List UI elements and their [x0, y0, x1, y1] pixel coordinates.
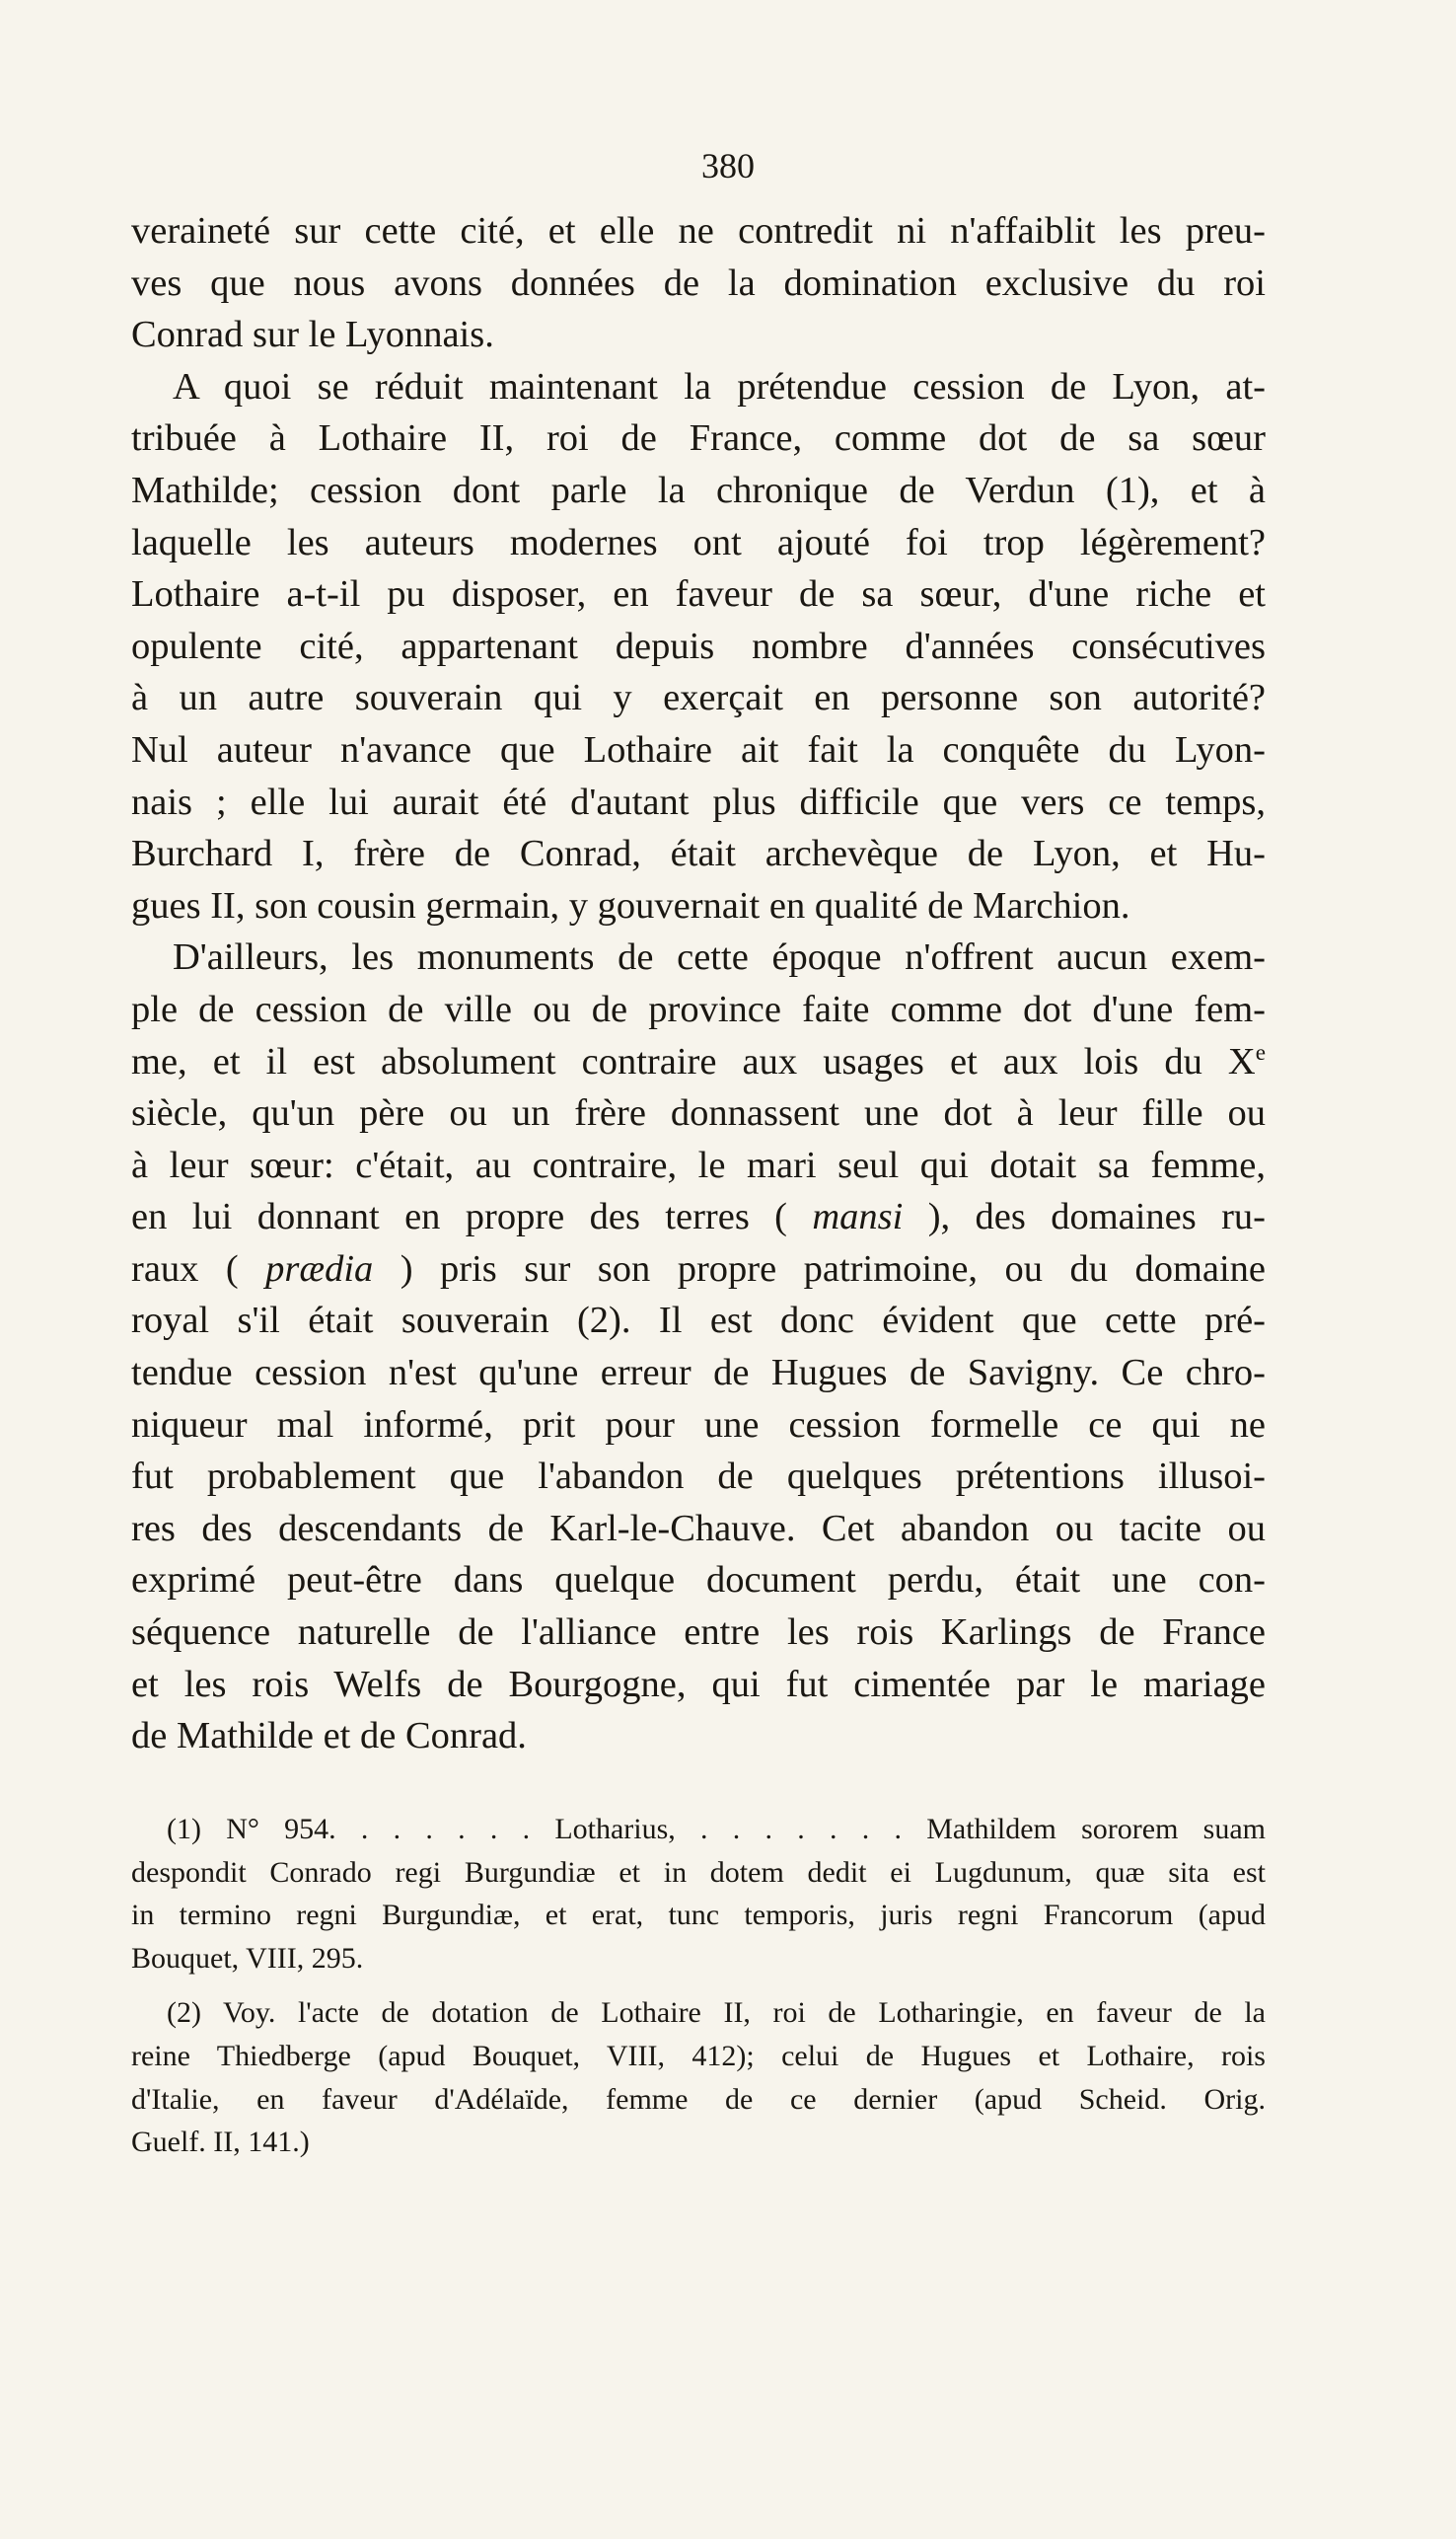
- text-line: et les rois Welfs de Bourgogne, qui fut cimentée par le mariage: [131, 1663, 1266, 1705]
- text-line: séquence naturelle de l'alliance entre les rois Karlings de France: [131, 1611, 1266, 1654]
- footnote-line: despondit Conrado regi Burgundiæ et in dotem dedit ei Lugdunum, quæ sita est: [131, 1855, 1266, 1889]
- text-line: Nul auteur n'avance que Lothaire ait fait la conquête du Lyon-: [131, 728, 1266, 771]
- footnote-line: d'Italie, en faveur d'Adélaïde, femme de ce dernier (apud Scheid. Orig.: [131, 2082, 1266, 2116]
- text-line: Lothaire a-t-il pu disposer, en faveur de sa sœur, d'une riche et: [131, 573, 1266, 616]
- footnote-line: Bouquet, VIII, 295.: [131, 1941, 364, 1975]
- text-line: à leur sœur: c'était, au contraire, le mari seul qui dotait sa femme,: [131, 1144, 1266, 1186]
- text-line: opulente cité, appartenant depuis nombre d'années consécutives: [131, 625, 1266, 667]
- text-line: niqueur mal informé, prit pour une cession formelle ce qui ne: [131, 1403, 1266, 1446]
- text-segment: ) pris sur son propre patrimoine, ou du domaine: [400, 1247, 1267, 1290]
- text-segment: me, et il est absolument contraire aux usages et aux lois du X: [131, 1040, 1256, 1083]
- main-text: [131, 205, 1266, 1762]
- italic-term: prædia: [265, 1247, 374, 1290]
- footnote-line: Guelf. II, 141.): [131, 2126, 310, 2159]
- text-line: D'ailleurs, les monuments de cette époque n'offrent aucun exem-: [173, 936, 1266, 979]
- footnote-line: (2) Voy. l'acte de dotation de Lothaire II, roi de Lotharingie, en faveur de la: [167, 1996, 1266, 2030]
- footnote-line: in termino regni Burgundiæ, et erat, tunc temporis, juris regni Francorum (apud: [131, 1899, 1266, 1932]
- footnote-line: (1) N° 954. . . . . . . Lotharius, . . . . . . . Mathildem sororem suam: [167, 1813, 1266, 1845]
- text-segment: raux (: [131, 1247, 239, 1290]
- text-line: ves que nous avons données de la domination exclusive du roi: [131, 261, 1266, 304]
- text-line: ple de cession de ville ou de province faite comme dot d'une fem-: [131, 988, 1266, 1030]
- text-line: royal s'il était souverain (2). Il est donc évident que cette pré-: [131, 1300, 1266, 1342]
- footnote-gap: [131, 1979, 1266, 1991]
- text-line: Burchard I, frère de Conrad, était archevèque de Lyon, et Hu-: [131, 833, 1266, 875]
- text-line: [131, 1036, 1266, 1088]
- text-line: à un autre souverain qui y exerçait en personne son autorité?: [131, 677, 1266, 719]
- text-line: fut probablement que l'abandon de quelques prétentions illusoi-: [131, 1456, 1266, 1498]
- text-line: tribuée à Lothaire II, roi de France, comme dot de sa sœur: [131, 417, 1266, 460]
- text-line: [131, 1191, 1266, 1243]
- text-segment: ), des domaines ru-: [927, 1196, 1266, 1238]
- footnotes: [131, 1808, 1266, 2164]
- italic-term: mansi: [812, 1196, 904, 1238]
- text-line: tendue cession n'est qu'une erreur de Hugues de Savigny. Ce chro-: [131, 1352, 1266, 1394]
- text-line: Mathilde; cession dont parle la chronique de Verdun (1), et à: [131, 469, 1266, 511]
- superscript: e: [1255, 1038, 1266, 1065]
- text-line: gues II, son cousin germain, y gouvernait en qualité de Marchion.: [131, 884, 1130, 927]
- text-line: res des descendants de Karl-le-Chauve. Cet abandon ou tacite ou: [131, 1507, 1266, 1549]
- text-line: exprimé peut-être dans quelque document perdu, était une con-: [131, 1559, 1266, 1602]
- text-line: de Mathilde et de Conrad.: [131, 1715, 527, 1757]
- text-line: [131, 1243, 1266, 1296]
- text-line: A quoi se réduit maintenant la prétendue cession de Lyon, at-: [173, 365, 1266, 408]
- text-line: veraineté sur cette cité, et elle ne contredit ni n'affaiblit les preu-: [131, 210, 1266, 252]
- text-line: laquelle les auteurs modernes ont ajouté foi trop légèrement?: [131, 521, 1266, 563]
- text-line: siècle, qu'un père ou un frère donnassent une dot à leur fille ou: [131, 1092, 1266, 1135]
- text-line: nais ; elle lui aurait été d'autant plus difficile que vers ce temps,: [131, 781, 1266, 823]
- text-line: Conrad sur le Lyonnais.: [131, 314, 494, 356]
- text-segment: en lui donnant en propre des terres (: [131, 1196, 787, 1238]
- page-number: 380: [701, 146, 755, 186]
- footnote-line: reine Thiedberge (apud Bouquet, VIII, 412); celui de Hugues et Lothaire, rois: [131, 2039, 1266, 2072]
